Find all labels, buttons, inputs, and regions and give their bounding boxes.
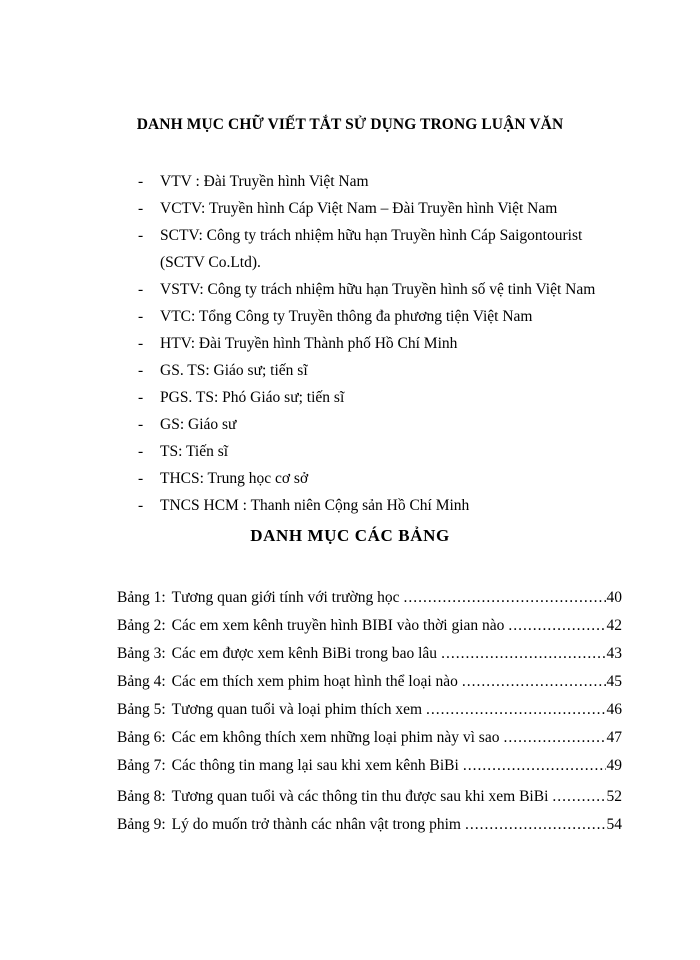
toc-leader-dots (441, 645, 605, 663)
bullet-dash: - (138, 389, 144, 406)
bullet-dash: - (138, 470, 144, 487)
abbreviation-item (0, 465, 700, 492)
abbreviation-text: HTV: Đài Truyền hình Thành phố Hồ Chí Minh (160, 335, 458, 352)
toc-row[interactable] (117, 701, 622, 729)
toc-row[interactable] (117, 757, 622, 785)
abbreviation-item (0, 276, 700, 303)
toc-leader-dots (462, 673, 606, 691)
toc-title: Tương quan tuổi và loại phim thích xem (171, 701, 423, 718)
bullet-dash: - (138, 416, 144, 433)
toc-row[interactable] (117, 673, 622, 701)
bullet-dash: - (138, 497, 144, 514)
toc-page-number: 45 (606, 673, 622, 690)
toc-title: Tương quan giới tính với trường học (171, 589, 400, 606)
toc-label: Bảng 2: (117, 617, 166, 634)
abbreviation-text: GS. TS: Giáo sư; tiến sĩ (160, 362, 308, 379)
toc-row[interactable] (117, 816, 622, 844)
abbreviation-item (0, 384, 700, 411)
toc-row[interactable] (117, 729, 622, 757)
toc-row[interactable] (117, 788, 622, 816)
toc-page-number: 54 (606, 816, 622, 833)
toc-label: Bảng 6: (117, 729, 166, 746)
abbreviation-text: VTV : Đài Truyền hình Việt Nam (160, 173, 369, 190)
toc-page-number: 46 (606, 701, 622, 718)
toc-leader-dots (465, 816, 606, 834)
abbreviation-text: TS: Tiến sĩ (160, 443, 229, 460)
toc-label: Bảng 4: (117, 673, 166, 690)
abbreviation-text: SCTV: Công ty trách nhiệm hữu hạn Truyền hình Cáp Saigontourist (SCTV Co.Ltd). (160, 227, 583, 271)
toc-leader-dots (403, 589, 605, 607)
toc-label: Bảng 7: (117, 757, 166, 774)
toc-row[interactable] (117, 589, 622, 617)
toc-leader-dots (508, 617, 605, 635)
toc-title: Các em xem kênh truyền hình BIBI vào thời gian nào (171, 617, 505, 634)
toc-leader-dots (552, 788, 605, 806)
abbreviation-text: THCS: Trung học cơ sở (160, 470, 309, 487)
toc-title: Các em không thích xem những loại phim này vì sao (171, 729, 500, 746)
abbreviation-item (0, 411, 700, 438)
abbreviation-item (0, 330, 700, 357)
toc-leader-dots (463, 757, 606, 775)
toc-title: Các em được xem kênh BiBi trong bao lâu (171, 645, 438, 662)
bullet-dash: - (138, 443, 144, 460)
toc-page-number: 42 (606, 617, 622, 634)
abbreviation-item (0, 492, 700, 519)
abbreviation-item (0, 357, 700, 384)
toc-row[interactable] (117, 617, 622, 645)
abbreviation-text: VSTV: Công ty trách nhiệm hữu hạn Truyền hình số vệ tinh Việt Nam (160, 281, 596, 298)
toc-title: Lý do muốn trở thành các nhân vật trong phim (171, 816, 461, 833)
toc-page-number: 49 (606, 757, 622, 774)
toc-leader-dots (503, 729, 605, 747)
bullet-dash: - (138, 200, 144, 217)
abbreviations-list (0, 168, 700, 519)
abbreviation-item (0, 168, 700, 195)
toc-label: Bảng 9: (117, 816, 166, 833)
abbreviation-text: VTC: Tổng Công ty Truyền thông đa phương tiện Việt Nam (160, 308, 533, 325)
toc-title: Các thông tin mang lại sau khi xem kênh BiBi (171, 757, 459, 774)
abbreviation-text: VCTV: Truyền hình Cáp Việt Nam – Đài Truyền hình Việt Nam (160, 200, 558, 217)
toc-label: Bảng 5: (117, 701, 166, 718)
bullet-dash: - (138, 227, 144, 244)
toc-label: Bảng 3: (117, 645, 166, 662)
bullet-dash: - (138, 362, 144, 379)
abbreviation-item (0, 303, 700, 330)
toc-row[interactable] (117, 645, 622, 673)
toc-page-number: 47 (606, 729, 622, 746)
abbreviation-item (0, 195, 700, 222)
abbreviation-item (0, 222, 700, 276)
toc-title: Tương quan tuổi và các thông tin thu được sau khi xem BiBi (171, 788, 549, 805)
bullet-dash: - (138, 173, 144, 190)
toc-label: Bảng 1: (117, 589, 166, 606)
toc-title: Các em thích xem phim hoạt hình thể loại nào (171, 673, 458, 690)
toc-label: Bảng 8: (117, 788, 166, 805)
bullet-dash: - (138, 335, 144, 352)
abbreviation-text: TNCS HCM : Thanh niên Cộng sản Hồ Chí Minh (160, 497, 470, 514)
tables-title: DANH MỤC CÁC BẢNG (250, 526, 450, 545)
toc-page-number: 52 (606, 788, 622, 805)
toc-page-number: 40 (606, 589, 622, 606)
abbreviations-title: DANH MỤC CHỮ VIẾT TẮT SỬ DỤNG TRONG LUẬN VĂN (136, 116, 564, 133)
toc-leader-dots (426, 701, 605, 719)
abbreviation-text: PGS. TS: Phó Giáo sư; tiến sĩ (160, 389, 345, 406)
abbreviation-text: GS: Giáo sư (160, 416, 237, 433)
bullet-dash: - (138, 308, 144, 325)
abbreviation-item (0, 438, 700, 465)
toc-page-number: 43 (606, 645, 622, 662)
table-of-tables (117, 589, 622, 844)
bullet-dash: - (138, 281, 144, 298)
